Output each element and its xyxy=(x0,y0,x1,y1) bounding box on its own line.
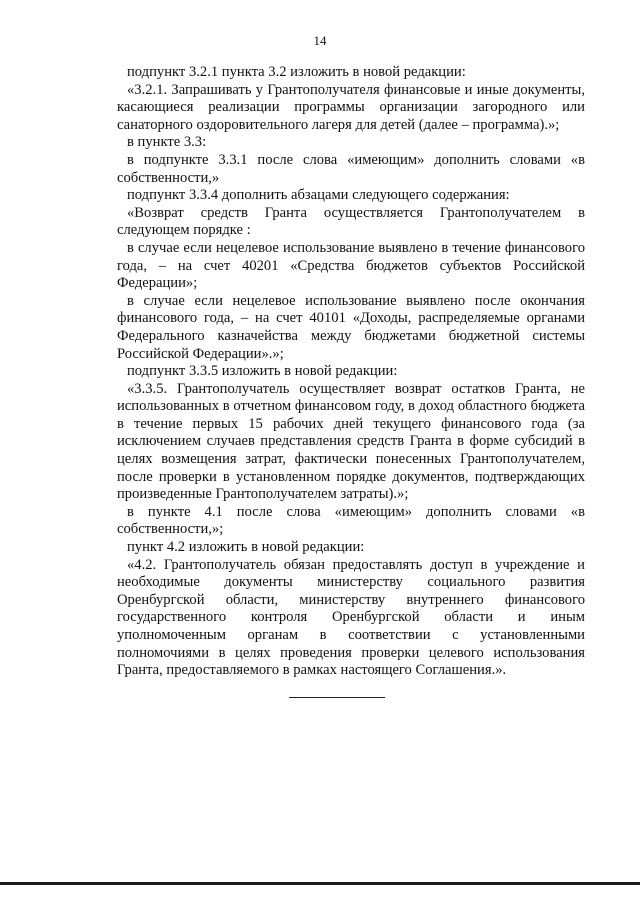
paragraph-amend-4-1: в пункте 4.1 после слова «имеющим» дополнить словами «в собственности,»; xyxy=(117,503,585,538)
paragraph-amend-3-2-1: подпункт 3.2.1 пункта 3.2 изложить в новой редакции: xyxy=(127,64,466,80)
paragraph-amend-4-2: пункт 4.2 изложить в новой редакции: xyxy=(127,539,365,556)
paragraph-in-point-3-3: в пункте 3.3: xyxy=(127,134,207,151)
paragraph-refund-during-year: в случае если нецелевое использование выявлено в течение финансового года, – на счет 40201 «Средства бюджетов субъектов Российской Федерации»; xyxy=(117,239,585,292)
paragraph-3-3-5-text: «3.3.5. Грантополучатель осуществляет возврат остатков Гранта, не использованных в отчетном финансовом году, в доход областного бюджета в течение первых 15 рабочих дней текущего финансового года (за исключением случаев представления средств Гранта в форме субсидий в целях возмещения затрат, фактически понесенных Грантополучателем, после проверки в установленном порядке документов, подтверждающих произведенные Грантополучателем затраты).»; xyxy=(117,380,585,503)
scan-bottom-edge xyxy=(0,882,640,885)
page-number: 14 xyxy=(313,33,327,48)
document-body xyxy=(117,64,585,680)
end-separator-line xyxy=(289,697,385,698)
paragraph-3-2-1-text: «3.2.1. Запрашивать у Грантополучателя финансовые и иные документы, касающиеся реализации программы организации загородного или санаторного оздоровительного лагеря для детей (далее – программа).»; xyxy=(117,81,585,133)
paragraph-refund-after-year: в случае если нецелевое использование выявлено после окончания финансового года, – на счет 40101 «Доходы, распределяемые органами Федерального казначейства между бюджетами бюджетной системы Российской Федерации».»; xyxy=(117,292,585,362)
paragraph-4-2-text: «4.2. Грантополучатель обязан предоставлять доступ в учреждение и необходимые документы министерству социального развития Оренбургской области, министерству внутреннего финансового государственного контроля Оренбургской области и иным уполномоченным органам в соответствии с установленными полномочиями в целях проведения проверки целевого использования Гранта, предоставляемого в рамках настоящего Соглашения.». xyxy=(117,556,585,679)
paragraph-refund-order: «Возврат средств Гранта осуществляется Грантополучателем в следующем порядке : xyxy=(117,204,585,239)
paragraph-amend-3-3-5: подпункт 3.3.5 изложить в новой редакции: xyxy=(127,363,398,380)
paragraph-amend-3-3-1: в подпункте 3.3.1 после слова «имеющим» дополнить словами «в собственности,» xyxy=(117,151,585,186)
paragraph-amend-3-3-4: подпункт 3.3.4 дополнить абзацами следующего содержания: xyxy=(127,187,510,204)
